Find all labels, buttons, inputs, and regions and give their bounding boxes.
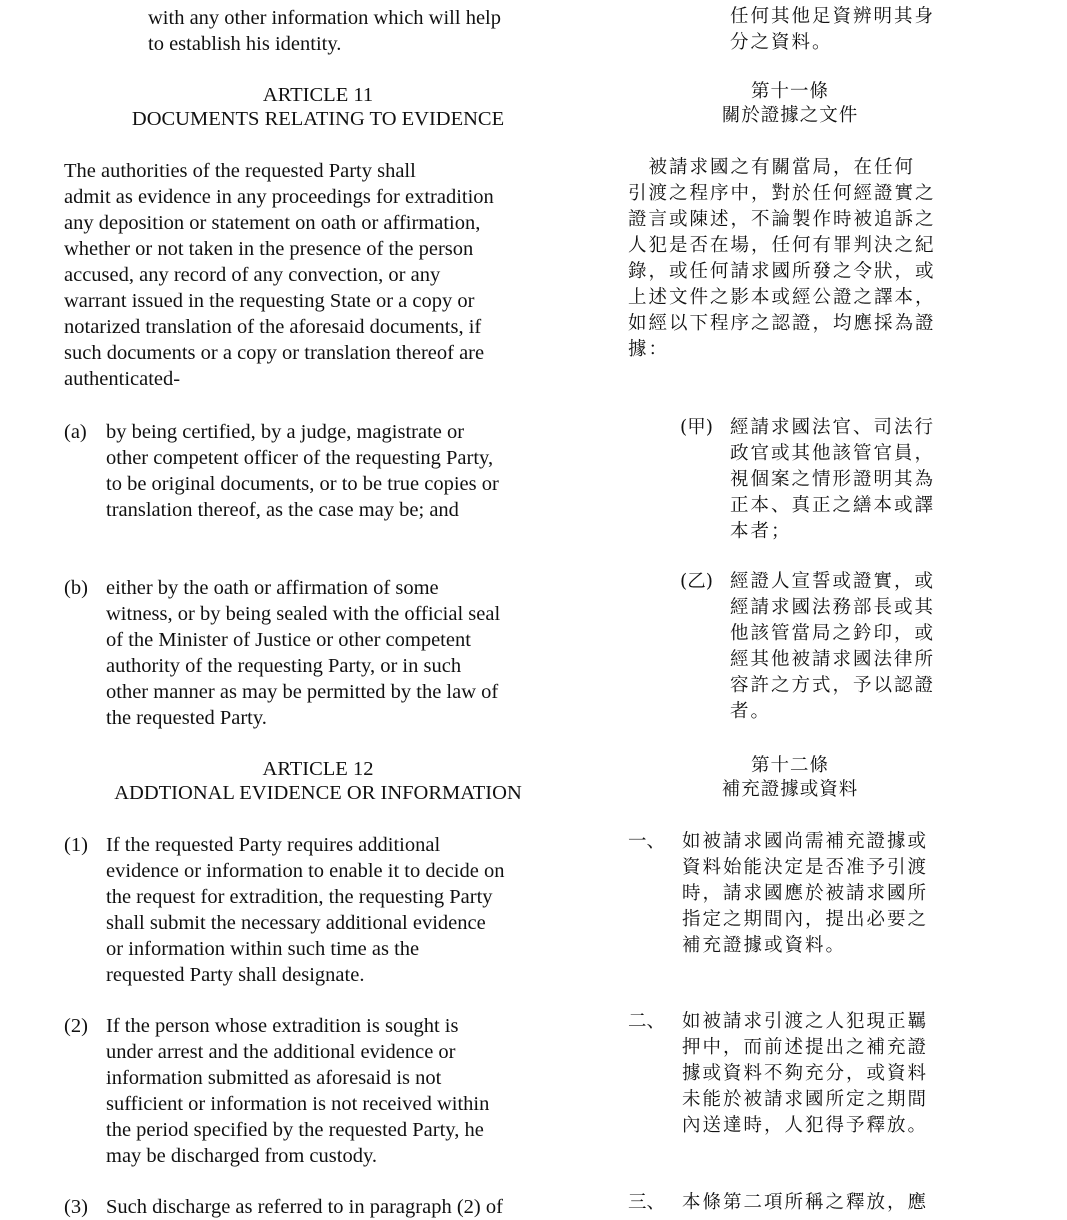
zh-item-b-text: 經證人宣誓或證實，或 經請求國法務部長或其 他該管當局之鈐印，或 經其他被請求國法律所 容許之方式，予以認證 者。: [730, 571, 936, 722]
en-item-3-text: Such discharge as referred to in paragraph (2) of: [106, 1196, 503, 1218]
en-item-a-text: by being certified, by a judge, magistrate or other competent officer of the requesting Party, to be original documents, or to be true copies or translation thereof, as the case may be; and: [106, 421, 499, 521]
zh-item-2-text: 如被請求引渡之人犯現正羈 押中，而前述提出之補充證 據或資料不夠充分，或資料 未能於被請求國所定之期間 內送達時，人犯得予釋放。: [682, 1011, 929, 1136]
zh-item-2-label: 二、: [628, 1011, 666, 1032]
en-item-2-label: (2): [64, 1015, 88, 1037]
en-article11-heading: ARTICLE 11 DOCUMENTS RELATING TO EVIDENCE: [131, 84, 505, 130]
zh-item-a-label: (甲): [680, 417, 713, 438]
en-article11-intro: The authorities of the requested Party shall admit as evidence in any proceedings for extradition any deposition or statement on oath or affirmation, whether or not taken in the presence of the person accused, any record of any convection, or any warrant issued in the requesting State or a copy or notarized translation of the aforesaid documents, if such documents or a copy or translation thereof are authenticated-: [64, 160, 494, 390]
en-item-1-text: If the requested Party requires additional evidence or information to enable it to decide on the request for extradition, the requesting Party shall submit the necessary additional evidence or information within such time as the requested Party shall designate.: [106, 834, 505, 986]
zh-item-3-label: 三、: [628, 1192, 666, 1213]
zh-article12-heading: 第十二條 補充證據或資料: [721, 755, 859, 800]
zh-item-3-text: 本條第二項所稱之釋放，應: [682, 1192, 929, 1213]
en-item-3-label: (3): [64, 1196, 88, 1218]
zh-article11-heading: 第十一條 關於證據之文件: [721, 81, 859, 126]
zh-top-continuation: 任何其他足資辨明其身 分之資料。: [730, 6, 936, 53]
en-item-b-text: either by the oath or affirmation of some witness, or by being sealed with the official seal of the Minister of Justice or other competent authority of the requesting Party, or in such other manner as may be permitted by the law of the requested Party.: [106, 577, 501, 729]
zh-item-1-text: 如被請求國尚需補充證據或 資料始能決定是否准予引渡 時，請求國應於被請求國所 指定之期間內，提出必要之 補充證據或資料。: [682, 831, 929, 956]
en-article12-heading: ARTICLE 12 ADDTIONAL EVIDENCE OR INFORMATION: [114, 758, 522, 804]
en-top-continuation: with any other information which will help to establish his identity.: [148, 7, 501, 55]
zh-item-a-text: 經請求國法官、司法行 政官或其他該管官員， 視個案之情形證明其為 正本、真正之繕本或譯 本者；: [730, 417, 936, 542]
zh-item-1-label: 一、: [628, 831, 666, 852]
en-item-b-label: (b): [64, 577, 88, 599]
en-item-2-text: If the person whose extradition is sought is under arrest and the additional evidence or information submitted as aforesaid is not sufficient or information is not received within the period specified by the requested Party, he may be discharged from custody.: [106, 1015, 490, 1167]
en-item-a-label: (a): [64, 421, 87, 443]
zh-item-b-label: (乙): [680, 571, 713, 592]
en-item-1-label: (1): [64, 834, 88, 856]
zh-article11-intro: 被請求國之有關當局，在任何 引渡之程序中，對於任何經證實之 證言或陳述，不論製作時被追訴之 人犯是否在場，任何有罪判決之紀 錄，或任何請求國所發之令狀，或 上述文件之影本或經公證之譯本， 如經以下程序之認證，均應採為證 據：: [628, 157, 936, 360]
